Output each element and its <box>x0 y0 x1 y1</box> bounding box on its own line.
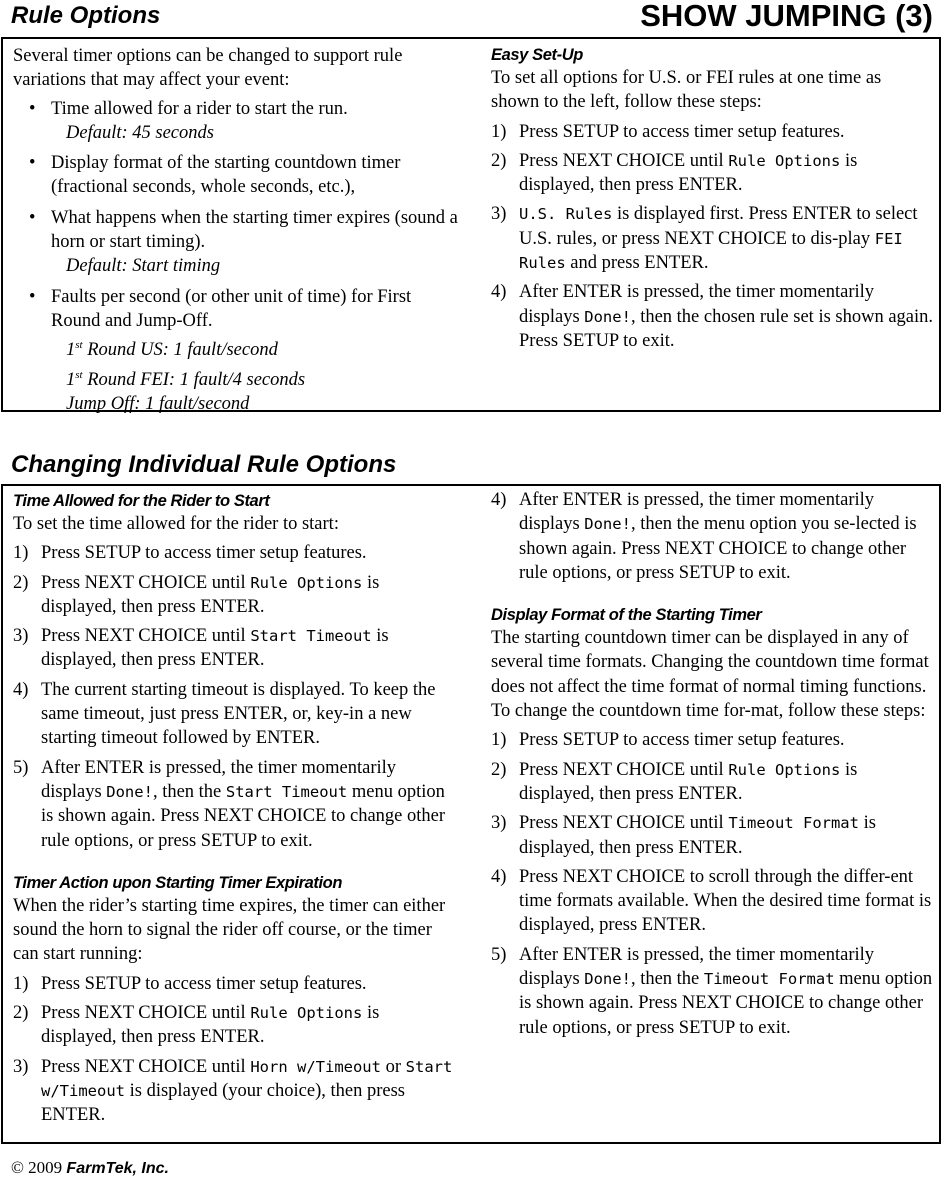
rule-options-box <box>1 37 941 415</box>
section-title: Rule Options <box>11 2 161 29</box>
time-allowed-heading: Time Allowed for the Rider to Start <box>13 492 270 510</box>
step-item: 5) After ENTER is pressed, the timer momentarily displays Done!, then the Start Timeout menu option is shown again. Press NEXT CHOICE to change other rule options, or press SETUP to exit. <box>13 757 446 851</box>
company-name: FarmTek, Inc. <box>66 1160 169 1177</box>
bullet-item: • Time allowed for a rider to start the run. Default: 45 seconds <box>29 98 348 143</box>
step-item: 1) Press SETUP to access timer setup features. <box>491 730 845 751</box>
bullet-item: • Faults per second (or other unit of time) for First Round and Jump-Off. 1st Round US: 1 fault/second 1st Round FEI: 1 fault/4 seconds Jump Off: 1 fault/second <box>29 286 412 415</box>
intro-text: Several timer options can be changed to support rule variations that may affect your event: <box>13 46 403 91</box>
time-allowed-steps <box>13 541 458 853</box>
timer-action-steps <box>13 972 458 1128</box>
section-heading: Changing Individual Rule Options <box>11 451 397 478</box>
step-item: 1) Press SETUP to access timer setup features. <box>491 121 845 142</box>
easy-setup-steps <box>491 120 934 354</box>
option-bullet-list <box>13 97 458 417</box>
bullet-item: • Display format of the starting countdown timer (fractional seconds, whole seconds, etc.), <box>29 153 401 198</box>
step-item: 3) Press NEXT CHOICE until Timeout Format is displayed, then press ENTER. <box>491 813 876 858</box>
easy-setup-intro: To set all options for U.S. or FEI rules at one time as shown to the left, follow these steps: <box>491 68 882 113</box>
easy-setup-column <box>491 44 934 358</box>
individual-options-right-column <box>491 488 934 1045</box>
step-item: 1) Press SETUP to access timer setup features. <box>13 973 367 994</box>
step-item: 2) Press NEXT CHOICE until Rule Options is displayed, then press ENTER. <box>13 1003 380 1048</box>
page-footer <box>11 1158 169 1178</box>
bullet-item: • What happens when the starting timer expires (sound a horn or start timing). Default: Start timing <box>29 207 458 277</box>
step-item: 3) Press NEXT CHOICE until Horn w/Timeout or Start w/Timeout is displayed (your choice), then press ENTER. <box>13 1056 453 1126</box>
chapter-title: SHOW JUMPING (3) <box>640 0 933 33</box>
step-item: 2) Press NEXT CHOICE until Rule Options is displayed, then press ENTER. <box>491 150 858 196</box>
step-item: 3) U.S. Rules is displayed first. Press ENTER to select U.S. rules, or press NEXT CHOICE to dis-play FEI Rules and press ENTER. <box>491 204 918 274</box>
step-item: 5) After ENTER is pressed, the timer momentarily displays Done!, then the Timeout Format menu option is shown again. Press NEXT CHOICE to change other rule options, or press SETUP to exit. <box>491 944 933 1038</box>
step-item: 4) After ENTER is pressed, the timer momentarily displays Done!, then the chosen rule set is shown again. Press SETUP to exit. <box>491 282 934 351</box>
rule-options-left-column <box>13 44 458 422</box>
display-format-steps <box>491 728 934 1040</box>
continued-steps <box>491 488 934 585</box>
timer-action-intro: When the rider’s starting time expires, the timer can either sound the horn to signal the rider off course, or the timer can start running: <box>13 895 446 965</box>
step-item: 2) Press NEXT CHOICE until Rule Options is displayed, then press ENTER. <box>491 759 858 804</box>
step-item: 3) Press NEXT CHOICE until Start Timeout is displayed, then press ENTER. <box>13 626 389 671</box>
display-format-heading: Display Format of the Starting Timer <box>491 606 762 625</box>
copyright-text: © 2009 <box>11 1158 63 1177</box>
step-item: 4) After ENTER is pressed, the timer momentarily displays Done!, then the menu option you se-lected is shown again. Press NEXT CHOICE to change other rule options, or press SETUP to exit. <box>491 490 917 583</box>
timer-action-heading: Timer Action upon Starting Timer Expiration <box>13 873 343 892</box>
step-item: 1) Press SETUP to access timer setup features. <box>13 543 367 564</box>
time-allowed-intro: To set the time allowed for the rider to start: <box>13 514 339 534</box>
individual-options-box <box>1 484 941 1144</box>
individual-options-left-column <box>13 490 458 1133</box>
display-format-intro: The starting countdown timer can be displayed in any of several time formats. Changing the countdown time format does not affect the time format of normal timing functions. To change the countdown time for-mat, follow these steps: <box>491 628 929 722</box>
step-item: 2) Press NEXT CHOICE until Rule Options is displayed, then press ENTER. <box>13 572 380 617</box>
easy-setup-heading: Easy Set-Up <box>491 46 583 64</box>
step-item: 4) The current starting timeout is displayed. To keep the same timeout, just press ENTER, or, key-in a new starting timeout followed by ENTER. <box>13 679 436 749</box>
step-item: 4) Press NEXT CHOICE to scroll through the differ-ent time formats available. When the desired time format is displayed, press ENTER. <box>491 866 932 936</box>
